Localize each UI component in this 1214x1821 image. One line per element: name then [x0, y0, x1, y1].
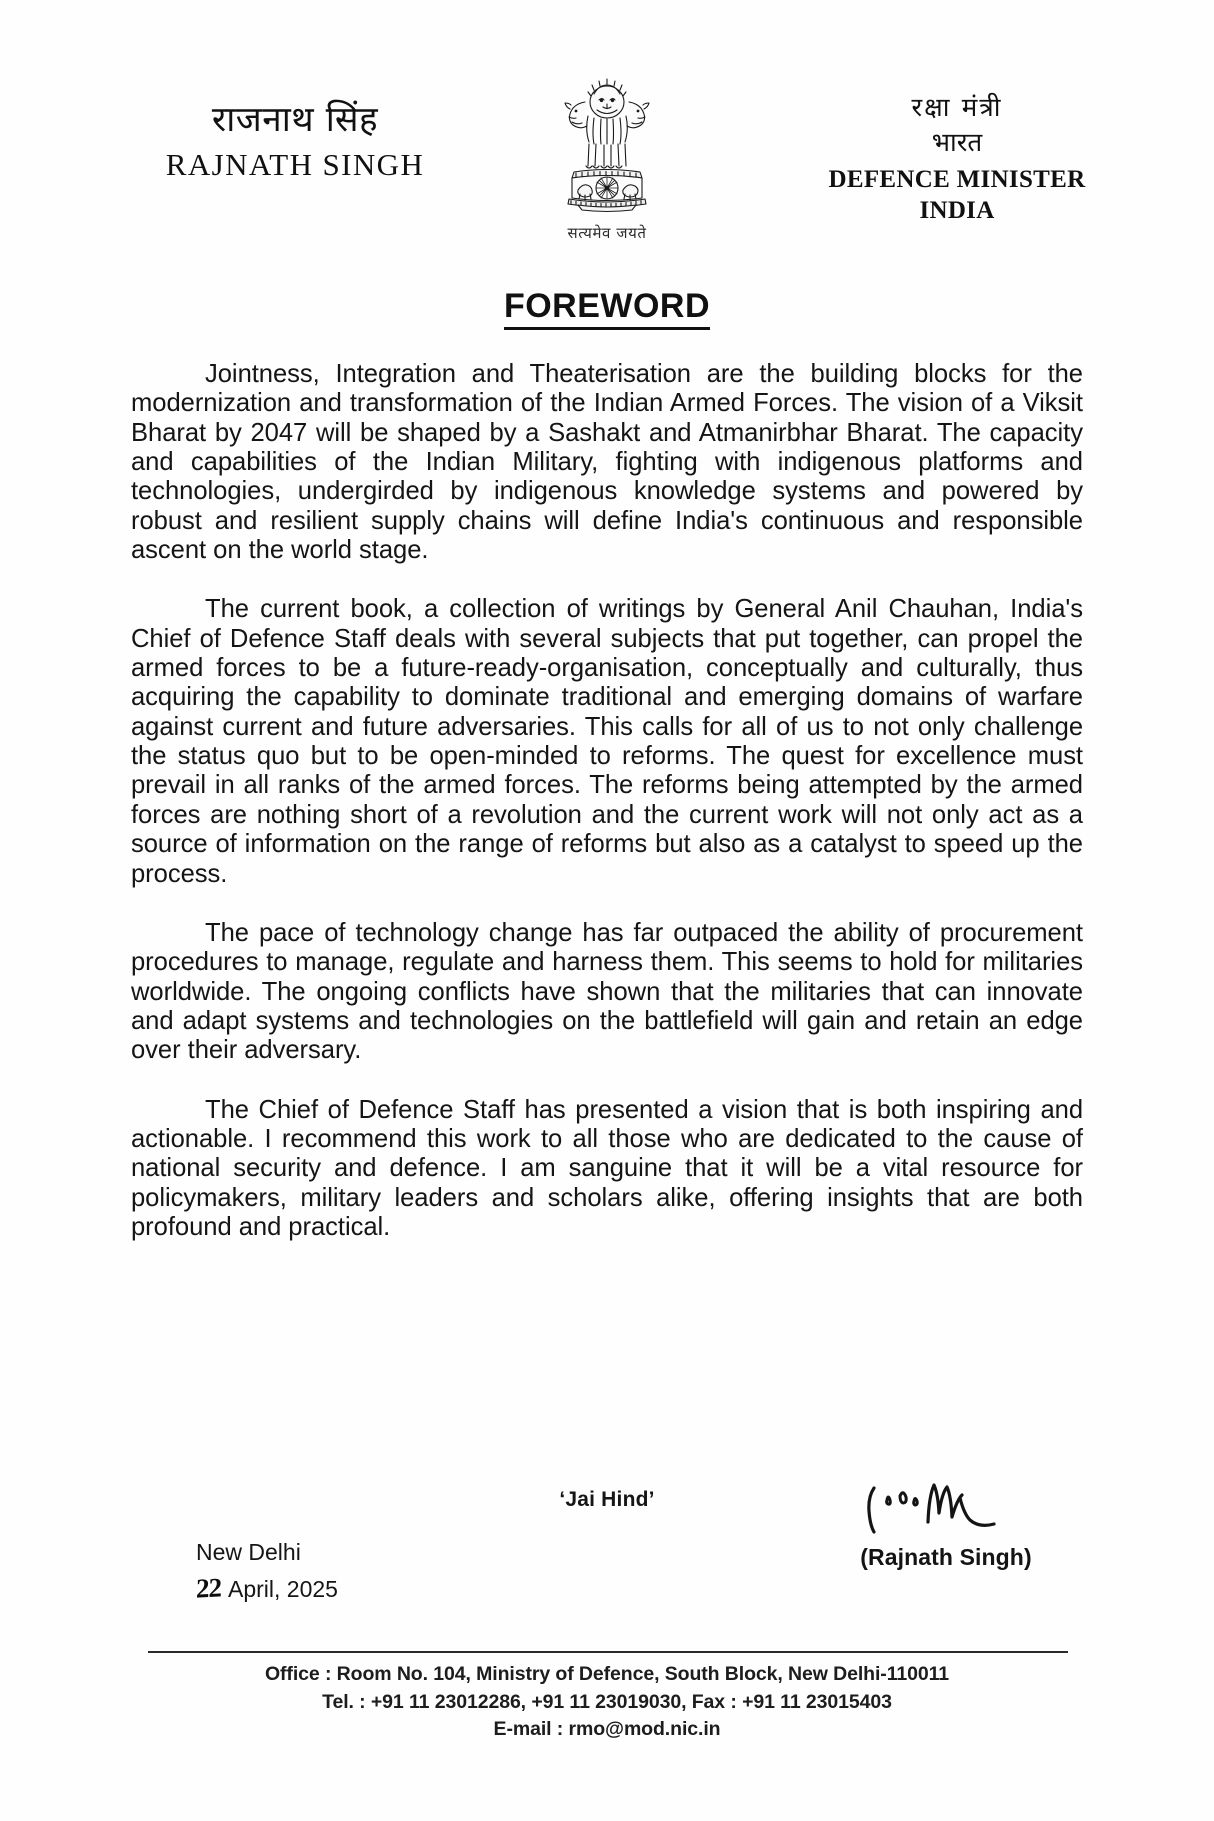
paragraph: Jointness, Integration and Theaterisation are the building blocks for the modernization and transformation of the Indian Armed Forces. The vision of a Viksit Bharat by 2047 will be shaped by a Sashakt and Atmanirbhar Bharat. The capacity and capabilities of the Indian Military, fighting with indigenous platforms and technologies, undergirded by indigenous knowledge systems and powered by robust and resilient supply chains will define India's continuous and responsible ascent on the world stage. [131, 360, 1083, 565]
footer-divider [148, 1651, 1068, 1653]
footer-phone-fax: Tel. : +91 11 23012286, +91 11 23019030, Fax : +91 11 23015403 [322, 1690, 892, 1713]
footer-office-address: Office : Room No. 104, Ministry of Defence, South Block, New Delhi-110011 [264, 1663, 950, 1685]
letterhead-right-block [792, 92, 1122, 227]
page-title-text: FOREWORD [504, 287, 710, 330]
handwritten-signature-icon [856, 1478, 1036, 1540]
footer [0, 1661, 1214, 1744]
signature-block [796, 1478, 1096, 1571]
document-body [131, 360, 1083, 1242]
country-hindi: भारत [931, 127, 983, 158]
place-and-date [196, 1536, 338, 1608]
emblem-motto: सत्यमेव जयते [567, 224, 647, 242]
jai-hind-salutation: ‘Jai Hind’ [559, 1488, 655, 1511]
paragraph: The Chief of Defence Staff has presented a vision that is both inspiring and actionable. I recommend this work to all those who are dedicated to the cause of national security and defence. I am sanguine that it will be a vital resource for policymakers, military leaders and scholars alike, offering insights that are both profound and practical. [131, 1095, 1083, 1241]
page-title [0, 287, 1214, 326]
state-emblem-of-india-icon [544, 72, 670, 222]
minister-name-english: RAJNATH SINGH [165, 147, 425, 183]
designation-hindi: रक्षा मंत्री [911, 93, 1003, 123]
handwritten-date-day: 22 [195, 1572, 222, 1605]
emblem-block [507, 72, 707, 243]
minister-name-hindi: राजनाथ सिंह [211, 100, 379, 140]
designation-english: DEFENCE MINISTER [828, 166, 1086, 193]
letterhead-left-block [130, 100, 460, 183]
date-month-year: April, 2025 [228, 1576, 338, 1603]
letterhead [0, 72, 1214, 262]
country-english: INDIA [919, 197, 995, 225]
place-text: New Delhi [196, 1539, 301, 1565]
signer-name: (Rajnath Singh) [860, 1544, 1032, 1570]
footer-email: E-mail : rmo@mod.nic.in [493, 1718, 721, 1741]
paragraph: The current book, a collection of writings by General Anil Chauhan, India's Chief of Defence Staff deals with several subjects that put together, can propel the armed forces to be a future-ready-organisation, conceptually and culturally, thus acquiring the capability to dominate traditional and emerging domains of warfare against current and future adversaries. This calls for all of us to not only challenge the status quo but to be open-minded to reforms. The quest for excellence must prevail in all ranks of the armed forces. The reforms being attempted by the armed forces are nothing short of a revolution and the current work will not only act as a source of information on the range of reforms but also as a catalyst to speed up the process. [131, 595, 1083, 888]
paragraph: The pace of technology change has far outpaced the ability of procurement procedures to manage, regulate and harness them. This seems to hold for militaries worldwide. The ongoing conflicts have shown that the militaries that can innovate and adapt systems and technologies on the battlefield will gain and retain an edge over their adversary. [131, 918, 1083, 1065]
